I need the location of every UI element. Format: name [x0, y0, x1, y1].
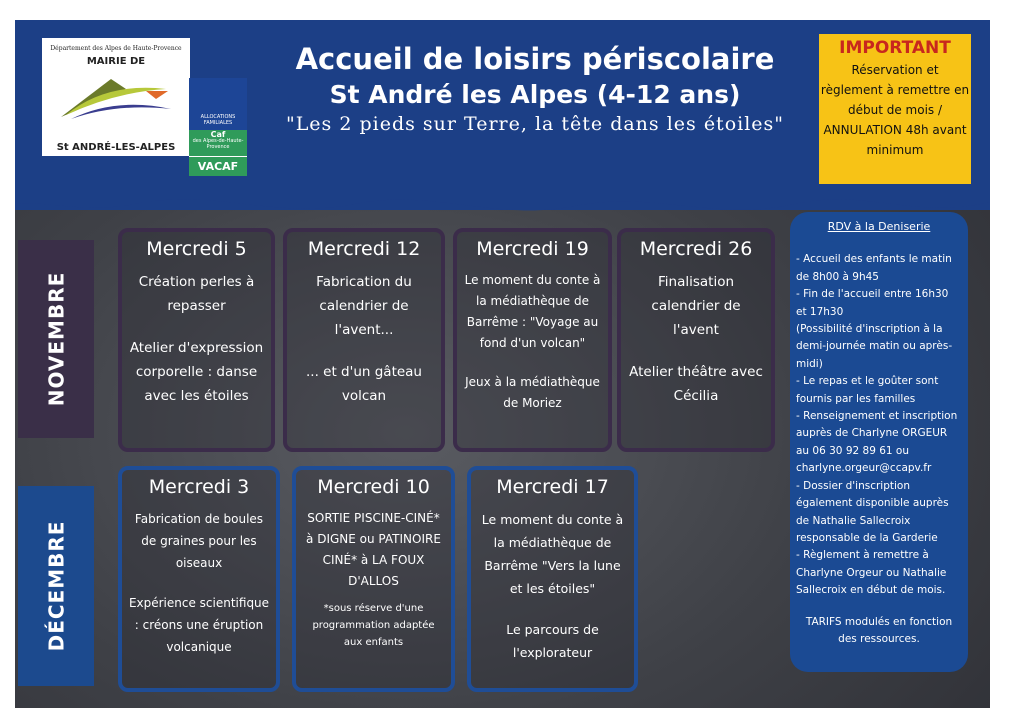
card-day: Mercredi 26	[639, 238, 753, 260]
page-subtitle: St André les Alpes (4-12 ans)	[329, 80, 741, 109]
important-heading: IMPORTANT	[839, 38, 951, 58]
card-activity: Création perles à repasser	[138, 274, 255, 314]
important-box	[819, 34, 971, 184]
caf-allocations: ALLOCATIONS FAMILIALES	[189, 78, 247, 130]
activity-card	[118, 466, 280, 692]
tarifs-text: TARIFS modulés en fonction des ressources.	[805, 615, 953, 645]
card-activity: Finalisation calendrier de l'avent	[651, 274, 741, 338]
caf-name: Caf	[210, 130, 226, 139]
month-text: NOVEMBRE	[44, 271, 68, 407]
important-text: Réservation et règlement à remettre en début de mois / ANNULATION 48h avant minimum	[820, 63, 970, 157]
department-text: Département des Alpes de Haute-Provence	[50, 45, 182, 52]
card-day: Mercredi 5	[146, 238, 247, 260]
card-day: Mercredi 10	[317, 476, 430, 498]
header	[255, 42, 815, 135]
card-day: Mercredi 3	[148, 476, 250, 498]
card-activity: Le moment du conte à la médiathèque de Barrême : "Voyage au fond d'un volcan"	[464, 273, 601, 350]
caf-region: des Alpes-de-Haute-Provence	[192, 138, 244, 150]
vacaf-label: VACAF	[189, 156, 247, 176]
mairie-text: MAIRIE DE	[86, 56, 146, 67]
page-title: Accueil de loisirs périscolaire	[295, 42, 775, 76]
activity-card	[453, 228, 612, 452]
card-activity: Atelier d'expression corporelle : danse avec les étoiles	[129, 340, 264, 404]
card-activity: Le parcours de l'explorateur	[506, 622, 599, 660]
info-line: (Possibilité d'inscription à la demi-journée matin ou après-midi)	[796, 323, 953, 370]
card-activity: Expérience scientifique : créons une éruption volcanique	[128, 596, 270, 654]
activity-card	[118, 228, 275, 452]
card-activity: Jeux à la médiathèque de Moriez	[465, 375, 600, 410]
info-line: - Dossier d'inscription également disponible auprès de Nathalie Sallecroix responsable de la Garderie	[796, 479, 949, 544]
town-text: St ANDRÉ-LES-ALPES	[56, 142, 176, 153]
card-activity: Fabrication du calendrier de l'avent...	[316, 274, 412, 338]
info-line: - Accueil des enfants le matin de 8h00 à 9h45	[796, 253, 952, 283]
mountain-logo-icon	[56, 67, 176, 122]
activity-card	[292, 466, 455, 692]
info-line: - Le repas et le goûter sont fournis par les familles	[796, 375, 939, 405]
activity-card	[467, 466, 638, 692]
info-line: - Renseignement et inscription auprès de Charlyne ORGEUR au 06 30 92 89 61 ou charlyne.orgeur@ccapv.fr	[796, 410, 958, 475]
card-day: Mercredi 19	[476, 238, 589, 260]
tagline: "Les 2 pieds sur Terre, la tête dans les étoiles"	[285, 113, 785, 135]
card-day: Mercredi 12	[307, 238, 421, 260]
mairie-logo	[42, 38, 190, 156]
card-activity: *sous réserve d'une programmation adaptée aux enfants	[312, 603, 435, 648]
info-line: - Fin de l'accueil entre 16h30 et 17h30	[796, 288, 949, 318]
card-activity: ... et d'un gâteau volcan	[305, 364, 422, 404]
card-activity: Fabrication de boules de graines pour les oiseaux	[134, 512, 264, 570]
flyer	[15, 20, 990, 708]
card-activity: SORTIE PISCINE-CINÉ* à DIGNE ou PATINOIRE CINÉ* à LA FOUX D'ALLOS	[306, 511, 441, 588]
month-label-november	[18, 240, 94, 438]
info-line: - Règlement à remettre à Charlyne Orgeur ou Nathalie Sallecroix en début de mois.	[796, 549, 947, 597]
activity-card	[617, 228, 775, 452]
card-activity: Atelier théâtre avec Cécilia	[629, 364, 763, 404]
month-label-december	[18, 486, 94, 686]
month-text: DÉCEMBRE	[44, 520, 68, 652]
info-heading: RDV à la Deniserie	[827, 220, 931, 233]
card-day: Mercredi 17	[496, 476, 609, 498]
activity-card	[283, 228, 445, 452]
caf-logo	[189, 78, 247, 176]
card-activity: Le moment du conte à la médiathèque de Barrême "Vers la lune et les étoiles"	[481, 512, 624, 596]
info-panel	[790, 212, 968, 672]
